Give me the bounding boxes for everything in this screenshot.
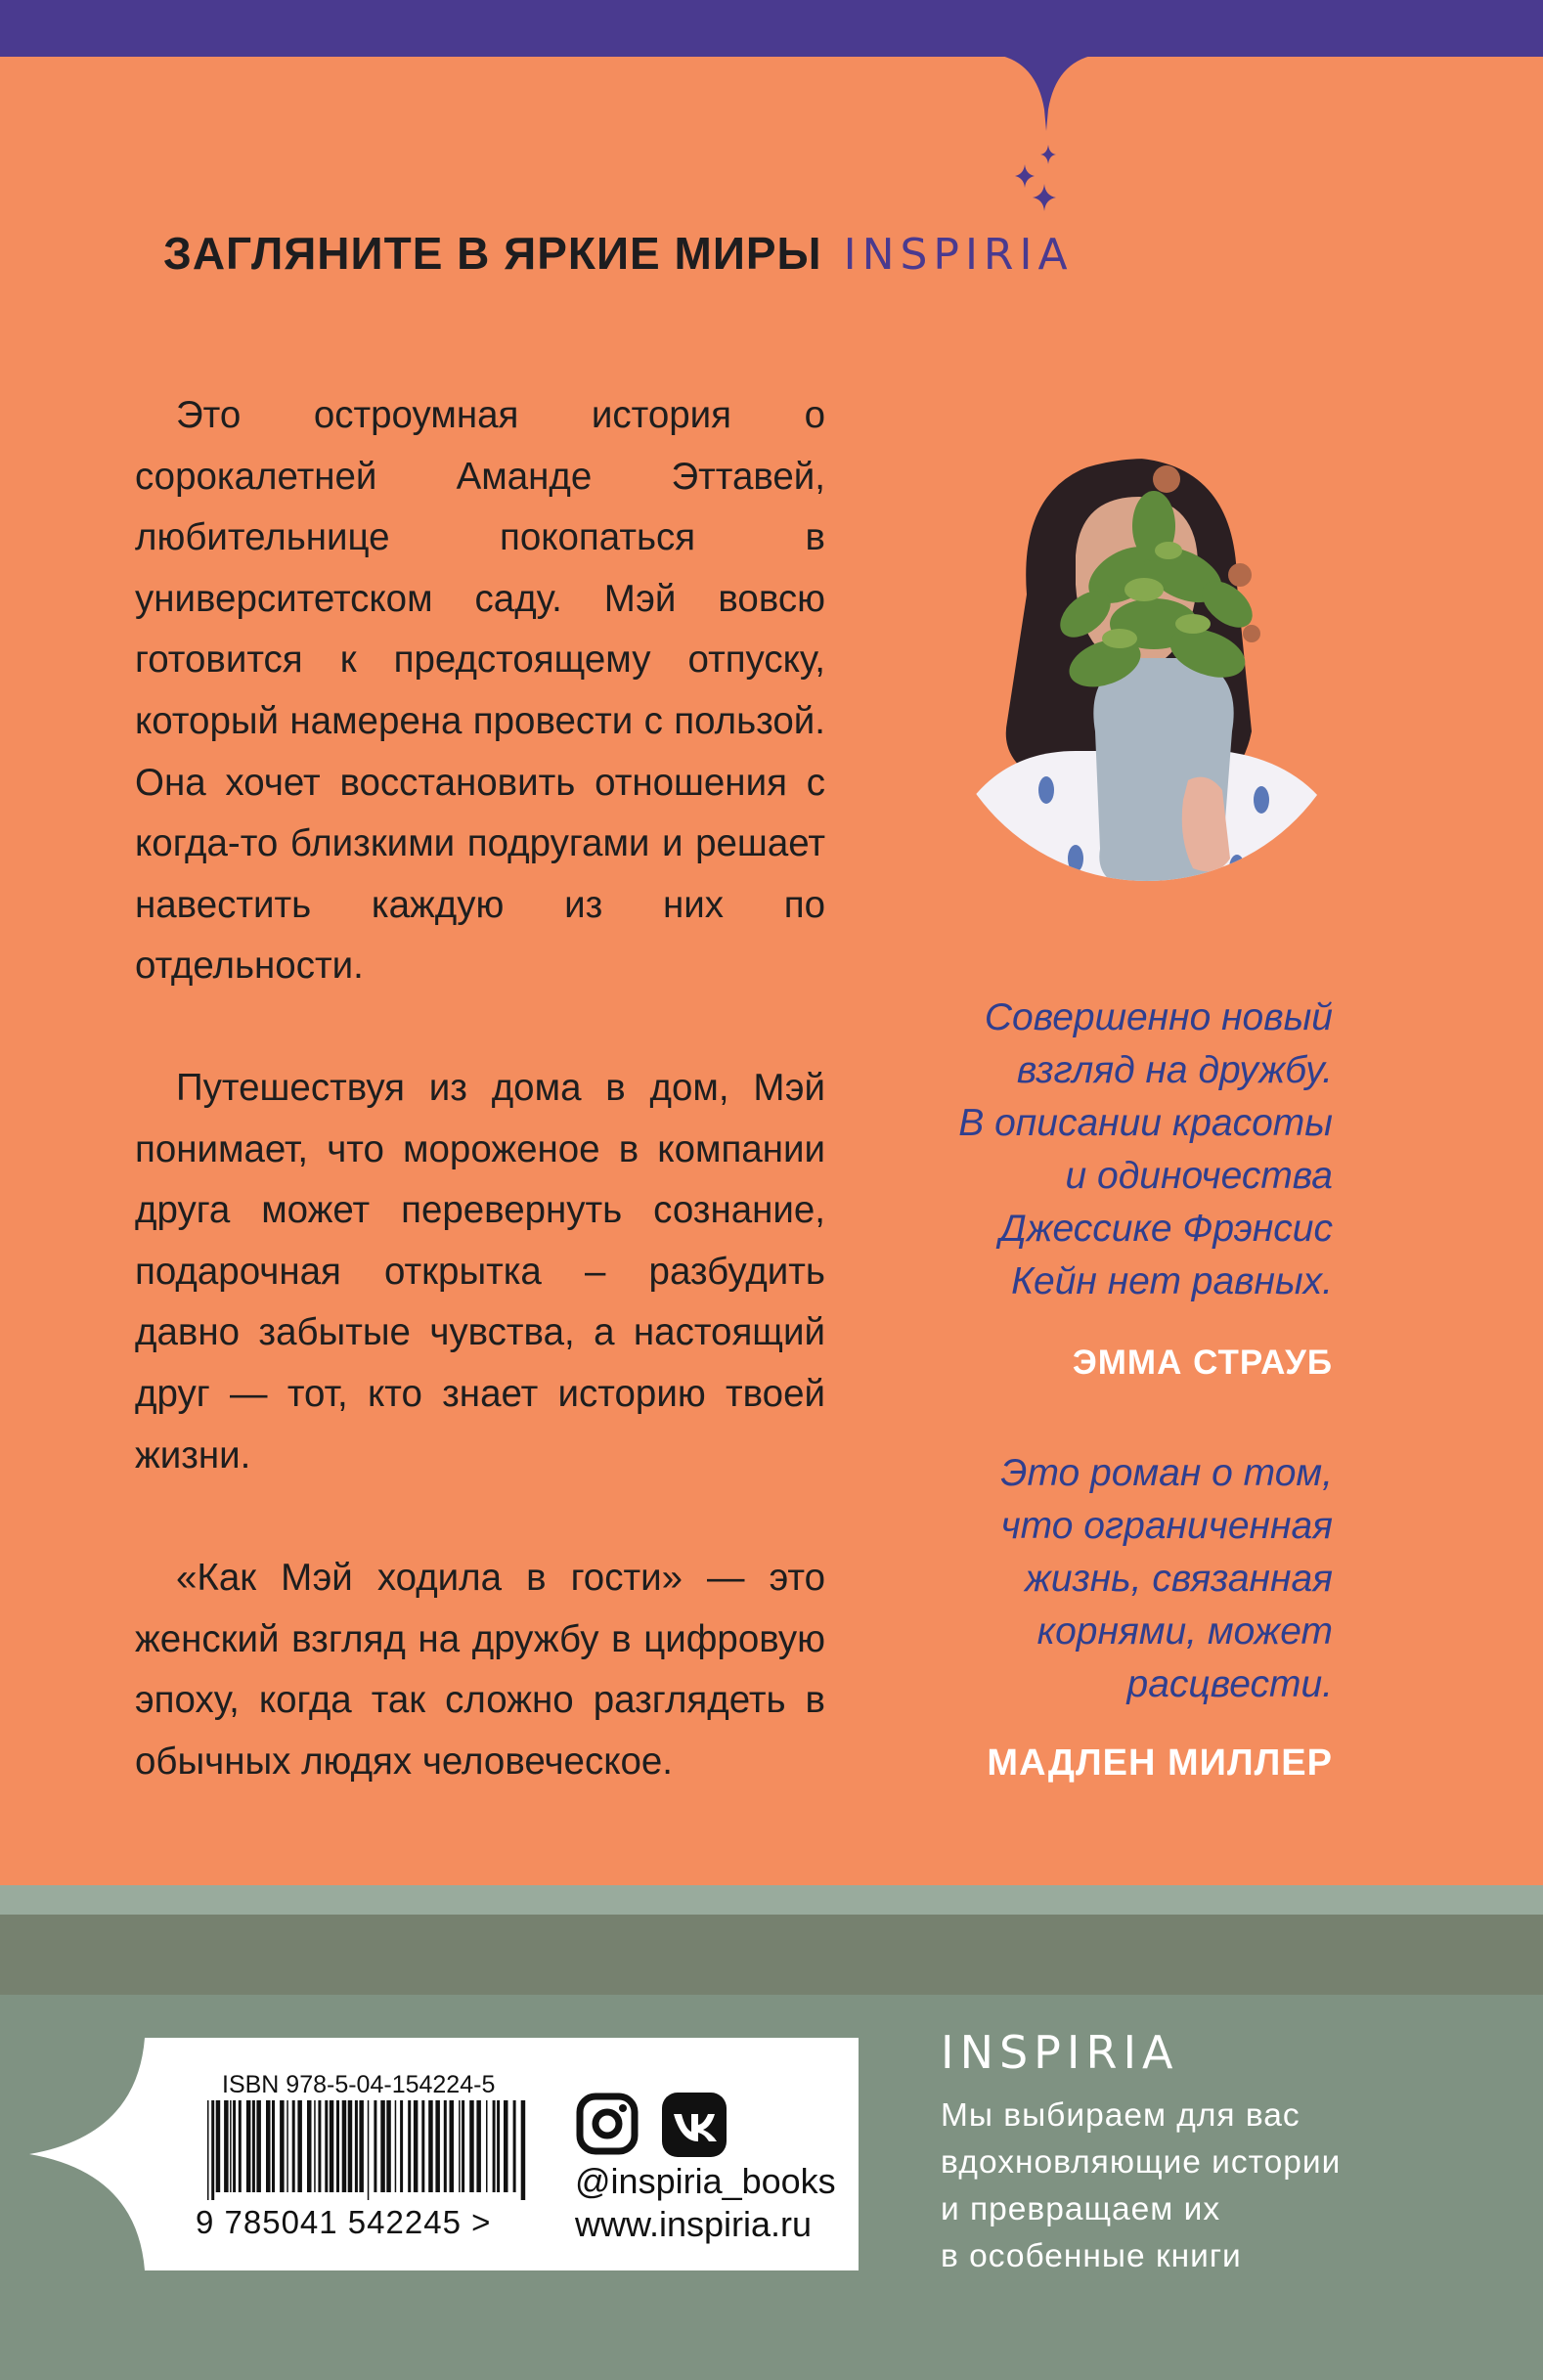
barcode-bar (266, 2100, 271, 2192)
top-border (0, 0, 1543, 57)
barcode-bar (497, 2100, 500, 2192)
barcode-bar (504, 2100, 508, 2192)
barcode-bar (216, 2100, 221, 2192)
barcode-bar (450, 2100, 455, 2192)
quote-1 (903, 992, 1333, 1308)
barcode-bar (246, 2100, 251, 2192)
barcode-bar (252, 2100, 255, 2192)
barcode-bar (224, 2100, 229, 2192)
barcode-bar (368, 2100, 370, 2200)
vk-icon[interactable] (662, 2093, 727, 2157)
description-paragraph-2: Путешествуя из дома в дом, Мэй понимает, что мороженое в компании друга может перевернуть сознание, подарочная открытка – разбудить давно забытые чувства, а настоящий друг — тот, кто знает историю твоей жизни. (135, 1067, 825, 1476)
description-block-2 (135, 1058, 825, 1486)
description-paragraph-3: «Как Мэй ходила в гости» — это женский взгляд на дружбу в цифровую эпоху, когда так сложно разглядеть в обычных людях человеческое. (135, 1557, 825, 1783)
website-link[interactable]: www.inspiria.ru (575, 2204, 813, 2244)
tagline-line: вдохновляющие истории (941, 2144, 1342, 2181)
barcode-bar (444, 2100, 447, 2192)
barcode-bar (318, 2100, 321, 2192)
quote-1-line: Джессике Фрэнсис (999, 1208, 1333, 1250)
barcode-bar (336, 2100, 339, 2192)
divider-band-light (0, 1885, 1543, 1915)
barcode-bar (421, 2100, 424, 2192)
barcode-bar (211, 2100, 214, 2200)
barcode-bar (400, 2100, 403, 2192)
barcode-bar (374, 2100, 376, 2192)
tagline-line: Мы выбираем для вас (941, 2097, 1301, 2134)
barcode-bar (408, 2100, 411, 2192)
quote-2-line: расцвести. (1126, 1663, 1333, 1705)
quote-1-line: Совершенно новый (984, 996, 1333, 1038)
description-block (135, 385, 825, 997)
publisher-tagline (941, 2093, 1341, 2280)
sparkle-stars-icon (1013, 145, 1068, 223)
barcode-bar (233, 2100, 236, 2192)
quote-1-line: Кейн нет равных. (1011, 1260, 1333, 1302)
barcode-bar (292, 2100, 295, 2192)
barcode-bar (287, 2100, 288, 2192)
barcode-bar (414, 2100, 419, 2192)
barcode-bar (330, 2100, 334, 2192)
barcode-image (205, 2100, 532, 2200)
instagram-icon[interactable] (576, 2093, 639, 2155)
barcode-bar (459, 2100, 461, 2192)
social-handle-link[interactable]: @inspiria_books (575, 2161, 836, 2201)
quote-2-line: что ограниченная (1000, 1505, 1333, 1547)
barcode-bar (272, 2100, 275, 2192)
quote-1-line: и одиночества (1065, 1155, 1333, 1197)
barcode-bar (469, 2100, 474, 2192)
quote-2 (903, 1447, 1333, 1711)
quote-2-line: Это роман о том, (1000, 1452, 1333, 1494)
barcode-bar (359, 2100, 364, 2192)
barcode-bar (297, 2100, 302, 2192)
barcode-bar (380, 2100, 385, 2192)
barcode-bar (342, 2100, 347, 2192)
barcode-bar (521, 2100, 526, 2200)
isbn-number: ISBN 978-5-04-154224-5 (222, 2071, 496, 2098)
quote-1-author: ЭММА СТРАУБ (1072, 1344, 1333, 1382)
publisher-brand-logo: INSPIRIA (941, 2026, 1179, 2079)
description-paragraph-1: Это остроумная история о сорокалетней Аманде Эттавей, любительнице покопаться в университетском саду. Мэй вовсю готовится к предстоящему отпуску, который намерена провести с пользой. Она хочет восстановить отношения с когда-то близкими подругами и решает навестить каждую из них по отдельности. (135, 394, 825, 988)
barcode-bar (513, 2100, 516, 2192)
divider-band-dark (0, 1915, 1543, 1995)
barcode-bar (493, 2100, 496, 2192)
quote-1-line: взгляд на дружбу. (1016, 1049, 1333, 1091)
barcode-bar (435, 2100, 440, 2192)
barcode-bar (256, 2100, 261, 2192)
barcode-bar (348, 2100, 353, 2192)
barcode-digits: 9 785041 542245 > (196, 2204, 492, 2240)
barcode-bar (476, 2100, 481, 2192)
header-title (163, 227, 1074, 280)
barcode-bar (239, 2100, 242, 2192)
barcode-bar (395, 2100, 397, 2192)
barcode-bar (325, 2100, 328, 2192)
quote-2-line: жизнь, связанная (1025, 1558, 1333, 1600)
tagline-line: в особенные книги (941, 2238, 1242, 2274)
tagline-line: и превращаем их (941, 2191, 1221, 2227)
barcode-bar (462, 2100, 464, 2192)
quote-2-line: корнями, может (1036, 1610, 1333, 1653)
header-slogan: ЗАГЛЯНИТЕ В ЯРКИЕ МИРЫ (163, 228, 822, 279)
barcode-bar (355, 2100, 358, 2192)
barcode-bar (428, 2100, 433, 2192)
barcode-bar (386, 2100, 391, 2192)
woman-with-plant-illustration (958, 428, 1336, 888)
barcode-bar (207, 2100, 209, 2200)
barcode-bar (280, 2100, 285, 2192)
description-block-3 (135, 1548, 825, 1792)
header-brand-logo: INSPIRIA (843, 230, 1074, 280)
quote-1-line: В описании красоты (958, 1102, 1333, 1144)
barcode-bar (307, 2100, 312, 2192)
barcode-bar (486, 2100, 488, 2192)
barcode-bar (314, 2100, 316, 2192)
ornament-notch-icon (997, 55, 1095, 133)
barcode-bar (230, 2100, 232, 2192)
quote-2-author: МАДЛЕН МИЛЛЕР (987, 1742, 1333, 1784)
